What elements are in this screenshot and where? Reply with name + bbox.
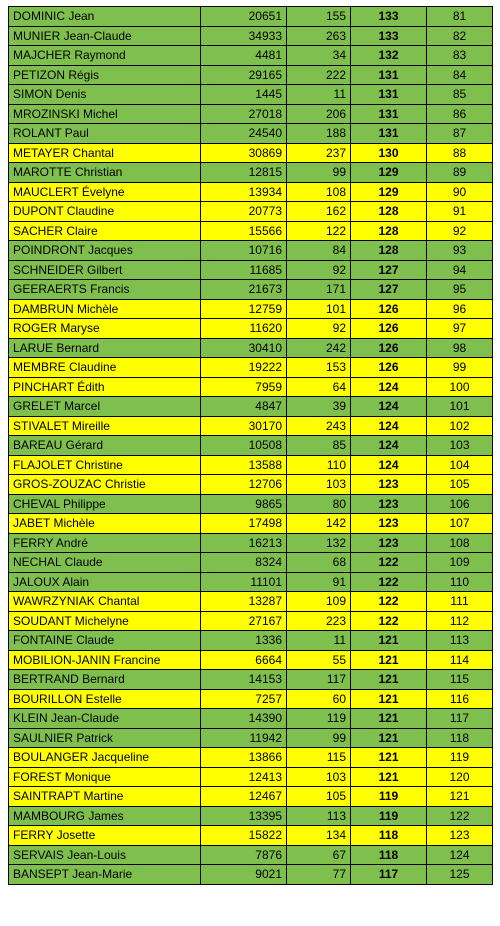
count-cell: 109 bbox=[287, 592, 351, 612]
votes-cell: 1336 bbox=[201, 631, 287, 651]
votes-cell: 4481 bbox=[201, 46, 287, 66]
rank-cell: 105 bbox=[427, 475, 493, 495]
rank-cell: 107 bbox=[427, 514, 493, 534]
count-cell: 39 bbox=[287, 397, 351, 417]
score-cell: 122 bbox=[351, 553, 427, 573]
person-name-cell: MAJCHER Raymond bbox=[9, 46, 201, 66]
score-cell: 124 bbox=[351, 397, 427, 417]
rank-cell: 99 bbox=[427, 358, 493, 378]
count-cell: 263 bbox=[287, 26, 351, 46]
table-row bbox=[9, 26, 493, 46]
rank-cell: 118 bbox=[427, 728, 493, 748]
rank-cell: 109 bbox=[427, 553, 493, 573]
score-cell: 131 bbox=[351, 65, 427, 85]
votes-cell: 10716 bbox=[201, 241, 287, 261]
count-cell: 92 bbox=[287, 260, 351, 280]
count-cell: 110 bbox=[287, 455, 351, 475]
table-row bbox=[9, 202, 493, 222]
person-name-cell: MEMBRE Claudine bbox=[9, 358, 201, 378]
score-cell: 127 bbox=[351, 280, 427, 300]
count-cell: 188 bbox=[287, 124, 351, 144]
votes-cell: 12815 bbox=[201, 163, 287, 183]
table-row bbox=[9, 182, 493, 202]
count-cell: 105 bbox=[287, 787, 351, 807]
table-row bbox=[9, 767, 493, 787]
votes-cell: 13287 bbox=[201, 592, 287, 612]
votes-cell: 9021 bbox=[201, 865, 287, 885]
table-row bbox=[9, 631, 493, 651]
votes-cell: 15566 bbox=[201, 221, 287, 241]
score-cell: 123 bbox=[351, 475, 427, 495]
count-cell: 11 bbox=[287, 631, 351, 651]
rank-cell: 95 bbox=[427, 280, 493, 300]
table-row bbox=[9, 475, 493, 495]
rank-cell: 111 bbox=[427, 592, 493, 612]
score-cell: 126 bbox=[351, 358, 427, 378]
score-cell: 121 bbox=[351, 650, 427, 670]
votes-cell: 13866 bbox=[201, 748, 287, 768]
rank-cell: 104 bbox=[427, 455, 493, 475]
table-row bbox=[9, 806, 493, 826]
votes-cell: 7876 bbox=[201, 845, 287, 865]
table-row bbox=[9, 787, 493, 807]
count-cell: 142 bbox=[287, 514, 351, 534]
person-name-cell: DUPONT Claudine bbox=[9, 202, 201, 222]
person-name-cell: SCHNEIDER Gilbert bbox=[9, 260, 201, 280]
score-cell: 121 bbox=[351, 689, 427, 709]
person-name-cell: FERRY Josette bbox=[9, 826, 201, 846]
votes-cell: 11942 bbox=[201, 728, 287, 748]
votes-cell: 30170 bbox=[201, 416, 287, 436]
rank-cell: 123 bbox=[427, 826, 493, 846]
table-row bbox=[9, 533, 493, 553]
table-row bbox=[9, 553, 493, 573]
score-cell: 121 bbox=[351, 728, 427, 748]
votes-cell: 16213 bbox=[201, 533, 287, 553]
score-cell: 127 bbox=[351, 260, 427, 280]
person-name-cell: MUNIER Jean-Claude bbox=[9, 26, 201, 46]
rank-cell: 81 bbox=[427, 7, 493, 27]
rank-cell: 101 bbox=[427, 397, 493, 417]
rank-cell: 100 bbox=[427, 377, 493, 397]
person-name-cell: METAYER Chantal bbox=[9, 143, 201, 163]
table-row bbox=[9, 436, 493, 456]
table-row bbox=[9, 46, 493, 66]
rank-cell: 119 bbox=[427, 748, 493, 768]
person-name-cell: WAWRZYNIAK Chantal bbox=[9, 592, 201, 612]
rank-cell: 103 bbox=[427, 436, 493, 456]
count-cell: 206 bbox=[287, 104, 351, 124]
votes-cell: 4847 bbox=[201, 397, 287, 417]
rank-cell: 83 bbox=[427, 46, 493, 66]
table-row bbox=[9, 514, 493, 534]
count-cell: 162 bbox=[287, 202, 351, 222]
person-name-cell: MROZINSKI Michel bbox=[9, 104, 201, 124]
table-row bbox=[9, 221, 493, 241]
table-row bbox=[9, 572, 493, 592]
table-row bbox=[9, 416, 493, 436]
votes-cell: 20773 bbox=[201, 202, 287, 222]
score-cell: 131 bbox=[351, 104, 427, 124]
score-cell: 121 bbox=[351, 748, 427, 768]
person-name-cell: SAINTRAPT Martine bbox=[9, 787, 201, 807]
votes-cell: 7257 bbox=[201, 689, 287, 709]
table-row bbox=[9, 163, 493, 183]
rank-cell: 91 bbox=[427, 202, 493, 222]
score-cell: 126 bbox=[351, 299, 427, 319]
rank-cell: 124 bbox=[427, 845, 493, 865]
person-name-cell: BAREAU Gérard bbox=[9, 436, 201, 456]
votes-cell: 30410 bbox=[201, 338, 287, 358]
votes-cell: 20651 bbox=[201, 7, 287, 27]
rank-cell: 84 bbox=[427, 65, 493, 85]
person-name-cell: FONTAINE Claude bbox=[9, 631, 201, 651]
score-cell: 124 bbox=[351, 455, 427, 475]
score-cell: 122 bbox=[351, 572, 427, 592]
rank-cell: 96 bbox=[427, 299, 493, 319]
rank-cell: 89 bbox=[427, 163, 493, 183]
count-cell: 55 bbox=[287, 650, 351, 670]
person-name-cell: BOULANGER Jacqueline bbox=[9, 748, 201, 768]
person-name-cell: MAROTTE Christian bbox=[9, 163, 201, 183]
votes-cell: 10508 bbox=[201, 436, 287, 456]
count-cell: 60 bbox=[287, 689, 351, 709]
rank-cell: 102 bbox=[427, 416, 493, 436]
votes-cell: 13588 bbox=[201, 455, 287, 475]
table-row bbox=[9, 689, 493, 709]
score-cell: 133 bbox=[351, 26, 427, 46]
count-cell: 242 bbox=[287, 338, 351, 358]
votes-cell: 1445 bbox=[201, 85, 287, 105]
table-row bbox=[9, 124, 493, 144]
person-name-cell: CHEVAL Philippe bbox=[9, 494, 201, 514]
person-name-cell: DOMINIC Jean bbox=[9, 7, 201, 27]
score-cell: 130 bbox=[351, 143, 427, 163]
table-body bbox=[9, 7, 493, 885]
person-name-cell: MAUCLERT Évelyne bbox=[9, 182, 201, 202]
score-cell: 128 bbox=[351, 241, 427, 261]
score-cell: 131 bbox=[351, 124, 427, 144]
person-name-cell: MOBILION-JANIN Francine bbox=[9, 650, 201, 670]
person-name-cell: JALOUX Alain bbox=[9, 572, 201, 592]
rank-cell: 110 bbox=[427, 572, 493, 592]
table-row bbox=[9, 611, 493, 631]
count-cell: 237 bbox=[287, 143, 351, 163]
table-row bbox=[9, 280, 493, 300]
person-name-cell: NECHAL Claude bbox=[9, 553, 201, 573]
score-cell: 119 bbox=[351, 787, 427, 807]
score-cell: 131 bbox=[351, 85, 427, 105]
person-name-cell: FLAJOLET Christine bbox=[9, 455, 201, 475]
votes-cell: 17498 bbox=[201, 514, 287, 534]
votes-cell: 14153 bbox=[201, 670, 287, 690]
count-cell: 34 bbox=[287, 46, 351, 66]
person-name-cell: PETIZON Régis bbox=[9, 65, 201, 85]
table-row bbox=[9, 319, 493, 339]
votes-cell: 30869 bbox=[201, 143, 287, 163]
score-cell: 129 bbox=[351, 182, 427, 202]
count-cell: 91 bbox=[287, 572, 351, 592]
table-row bbox=[9, 748, 493, 768]
person-name-cell: LARUE Bernard bbox=[9, 338, 201, 358]
count-cell: 223 bbox=[287, 611, 351, 631]
rank-cell: 108 bbox=[427, 533, 493, 553]
votes-cell: 15822 bbox=[201, 826, 287, 846]
person-name-cell: PINCHART Édith bbox=[9, 377, 201, 397]
score-cell: 132 bbox=[351, 46, 427, 66]
rank-cell: 93 bbox=[427, 241, 493, 261]
person-name-cell: FOREST Monique bbox=[9, 767, 201, 787]
score-cell: 126 bbox=[351, 338, 427, 358]
count-cell: 77 bbox=[287, 865, 351, 885]
rank-cell: 125 bbox=[427, 865, 493, 885]
rank-cell: 90 bbox=[427, 182, 493, 202]
rank-cell: 114 bbox=[427, 650, 493, 670]
count-cell: 222 bbox=[287, 65, 351, 85]
count-cell: 99 bbox=[287, 728, 351, 748]
votes-cell: 12413 bbox=[201, 767, 287, 787]
score-cell: 122 bbox=[351, 592, 427, 612]
table-row bbox=[9, 592, 493, 612]
rank-cell: 122 bbox=[427, 806, 493, 826]
count-cell: 85 bbox=[287, 436, 351, 456]
count-cell: 113 bbox=[287, 806, 351, 826]
person-name-cell: GROS-ZOUZAC Christie bbox=[9, 475, 201, 495]
table-row bbox=[9, 85, 493, 105]
table-row bbox=[9, 826, 493, 846]
count-cell: 122 bbox=[287, 221, 351, 241]
table-row bbox=[9, 494, 493, 514]
votes-cell: 11685 bbox=[201, 260, 287, 280]
table-row bbox=[9, 358, 493, 378]
table-row bbox=[9, 397, 493, 417]
rank-cell: 94 bbox=[427, 260, 493, 280]
score-cell: 124 bbox=[351, 377, 427, 397]
person-name-cell: SERVAIS Jean-Louis bbox=[9, 845, 201, 865]
score-cell: 128 bbox=[351, 221, 427, 241]
count-cell: 99 bbox=[287, 163, 351, 183]
table-row bbox=[9, 299, 493, 319]
votes-cell: 11101 bbox=[201, 572, 287, 592]
ranking-table bbox=[8, 6, 493, 885]
votes-cell: 9865 bbox=[201, 494, 287, 514]
table-row bbox=[9, 104, 493, 124]
person-name-cell: BANSEPT Jean-Marie bbox=[9, 865, 201, 885]
rank-cell: 116 bbox=[427, 689, 493, 709]
person-name-cell: BERTRAND Bernard bbox=[9, 670, 201, 690]
table-row bbox=[9, 65, 493, 85]
person-name-cell: ROGER Maryse bbox=[9, 319, 201, 339]
rank-cell: 121 bbox=[427, 787, 493, 807]
count-cell: 115 bbox=[287, 748, 351, 768]
count-cell: 103 bbox=[287, 475, 351, 495]
rank-cell: 120 bbox=[427, 767, 493, 787]
score-cell: 124 bbox=[351, 416, 427, 436]
person-name-cell: JABET Michèle bbox=[9, 514, 201, 534]
person-name-cell: MAMBOURG James bbox=[9, 806, 201, 826]
count-cell: 103 bbox=[287, 767, 351, 787]
votes-cell: 12759 bbox=[201, 299, 287, 319]
rank-cell: 85 bbox=[427, 85, 493, 105]
rank-cell: 97 bbox=[427, 319, 493, 339]
score-cell: 133 bbox=[351, 7, 427, 27]
score-cell: 121 bbox=[351, 709, 427, 729]
count-cell: 80 bbox=[287, 494, 351, 514]
votes-cell: 34933 bbox=[201, 26, 287, 46]
count-cell: 84 bbox=[287, 241, 351, 261]
count-cell: 108 bbox=[287, 182, 351, 202]
table-row bbox=[9, 7, 493, 27]
count-cell: 92 bbox=[287, 319, 351, 339]
rank-cell: 113 bbox=[427, 631, 493, 651]
person-name-cell: STIVALET Mireille bbox=[9, 416, 201, 436]
person-name-cell: SOUDANT Michelyne bbox=[9, 611, 201, 631]
count-cell: 243 bbox=[287, 416, 351, 436]
person-name-cell: DAMBRUN Michèle bbox=[9, 299, 201, 319]
rank-cell: 98 bbox=[427, 338, 493, 358]
score-cell: 121 bbox=[351, 631, 427, 651]
votes-cell: 29165 bbox=[201, 65, 287, 85]
rank-cell: 106 bbox=[427, 494, 493, 514]
votes-cell: 21673 bbox=[201, 280, 287, 300]
votes-cell: 8324 bbox=[201, 553, 287, 573]
score-cell: 124 bbox=[351, 436, 427, 456]
count-cell: 171 bbox=[287, 280, 351, 300]
count-cell: 101 bbox=[287, 299, 351, 319]
table-row bbox=[9, 728, 493, 748]
person-name-cell: GRELET Marcel bbox=[9, 397, 201, 417]
score-cell: 121 bbox=[351, 670, 427, 690]
person-name-cell: GEERAERTS Francis bbox=[9, 280, 201, 300]
score-cell: 119 bbox=[351, 806, 427, 826]
score-cell: 126 bbox=[351, 319, 427, 339]
table-row bbox=[9, 338, 493, 358]
table-row bbox=[9, 670, 493, 690]
table-row bbox=[9, 455, 493, 475]
score-cell: 129 bbox=[351, 163, 427, 183]
rank-cell: 115 bbox=[427, 670, 493, 690]
table-row bbox=[9, 845, 493, 865]
votes-cell: 27018 bbox=[201, 104, 287, 124]
score-cell: 118 bbox=[351, 826, 427, 846]
votes-cell: 6664 bbox=[201, 650, 287, 670]
person-name-cell: ROLANT Paul bbox=[9, 124, 201, 144]
count-cell: 153 bbox=[287, 358, 351, 378]
votes-cell: 11620 bbox=[201, 319, 287, 339]
votes-cell: 12467 bbox=[201, 787, 287, 807]
person-name-cell: FERRY André bbox=[9, 533, 201, 553]
votes-cell: 13934 bbox=[201, 182, 287, 202]
person-name-cell: BOURILLON Estelle bbox=[9, 689, 201, 709]
count-cell: 119 bbox=[287, 709, 351, 729]
rank-cell: 92 bbox=[427, 221, 493, 241]
score-cell: 123 bbox=[351, 494, 427, 514]
score-cell: 123 bbox=[351, 533, 427, 553]
table-row bbox=[9, 709, 493, 729]
rank-cell: 82 bbox=[427, 26, 493, 46]
rank-cell: 117 bbox=[427, 709, 493, 729]
count-cell: 132 bbox=[287, 533, 351, 553]
table-row bbox=[9, 260, 493, 280]
count-cell: 155 bbox=[287, 7, 351, 27]
count-cell: 117 bbox=[287, 670, 351, 690]
table-row bbox=[9, 143, 493, 163]
votes-cell: 14390 bbox=[201, 709, 287, 729]
person-name-cell: SAULNIER Patrick bbox=[9, 728, 201, 748]
score-cell: 123 bbox=[351, 514, 427, 534]
score-cell: 122 bbox=[351, 611, 427, 631]
votes-cell: 12706 bbox=[201, 475, 287, 495]
person-name-cell: KLEIN Jean-Claude bbox=[9, 709, 201, 729]
table-row bbox=[9, 241, 493, 261]
score-cell: 128 bbox=[351, 202, 427, 222]
score-cell: 118 bbox=[351, 845, 427, 865]
table-row bbox=[9, 650, 493, 670]
votes-cell: 19222 bbox=[201, 358, 287, 378]
person-name-cell: SACHER Claire bbox=[9, 221, 201, 241]
rank-cell: 86 bbox=[427, 104, 493, 124]
count-cell: 64 bbox=[287, 377, 351, 397]
rank-cell: 112 bbox=[427, 611, 493, 631]
rank-cell: 87 bbox=[427, 124, 493, 144]
table-row bbox=[9, 865, 493, 885]
person-name-cell: SIMON Denis bbox=[9, 85, 201, 105]
count-cell: 11 bbox=[287, 85, 351, 105]
rank-cell: 88 bbox=[427, 143, 493, 163]
count-cell: 134 bbox=[287, 826, 351, 846]
person-name-cell: POINDRONT Jacques bbox=[9, 241, 201, 261]
count-cell: 67 bbox=[287, 845, 351, 865]
votes-cell: 13395 bbox=[201, 806, 287, 826]
votes-cell: 27167 bbox=[201, 611, 287, 631]
table-row bbox=[9, 377, 493, 397]
score-cell: 117 bbox=[351, 865, 427, 885]
votes-cell: 24540 bbox=[201, 124, 287, 144]
score-cell: 121 bbox=[351, 767, 427, 787]
count-cell: 68 bbox=[287, 553, 351, 573]
votes-cell: 7959 bbox=[201, 377, 287, 397]
